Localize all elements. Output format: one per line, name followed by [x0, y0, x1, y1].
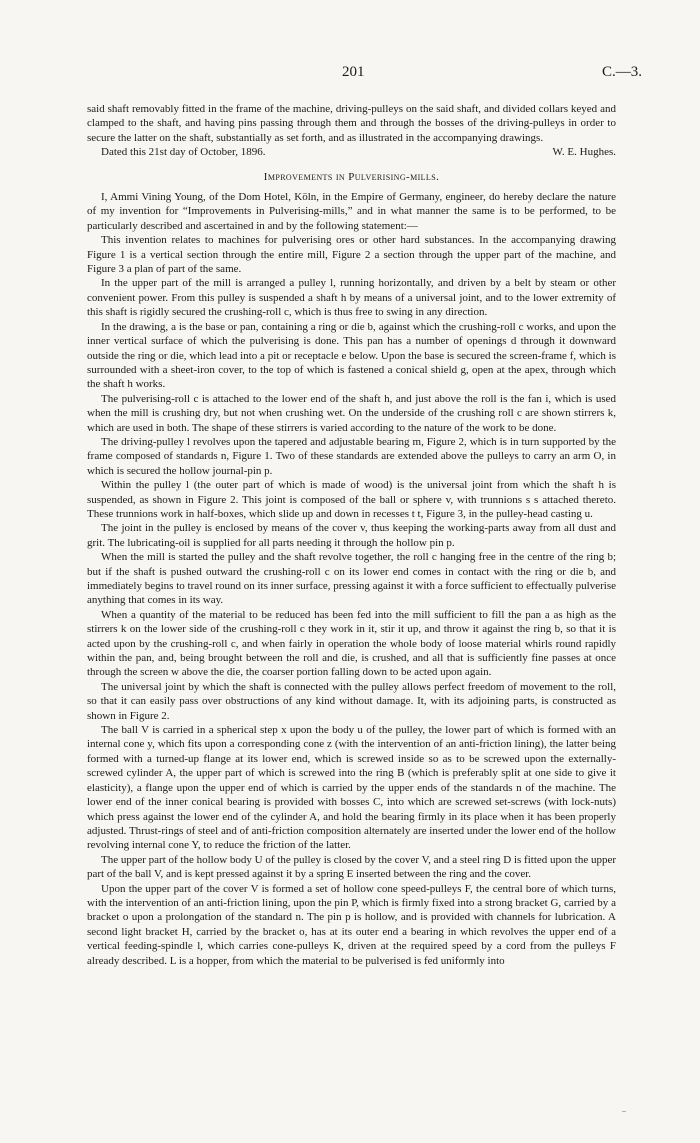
footer-mark: –	[622, 1106, 626, 1115]
page-number: 201	[342, 64, 365, 80]
paragraph: In the drawing, a is the base or pan, containing a ring or die b, against which the crushing-roll c works, and upon the inner vertical surface of which the pulverising is done. This pan has a number of openings d through it downward outside the ring or die, which lead into a pit or receptacle e below. Upon the base is secured the screen-frame f, which is surrounded with a sheet-iron cover, to the top of which is fastened a conical shield g, open at the apex, through which the shaft h works.	[87, 320, 616, 391]
paragraph: I, Ammi Vining Young, of the Dom Hotel, Köln, in the Empire of Germany, engineer, do hereby declare the nature of my invention for “Improvements in Pulverising-mills,” and in what manner the same is to be performed, to be particularly described and ascertained in and by the following statement:—	[87, 191, 616, 232]
paragraph: Upon the upper part of the cover V is formed a set of hollow cone speed-pulleys F, the central bore of which turns, with the intervention of an anti-friction lining, upon the pin P, which is firmly fixed into a strong bracket G, carried by a bracket o upon a prolongation of the standard n. The pin p is hollow, and is provided with channels for lubrication. A second light bracket H, carried by the bracket o, has at its outer end a bearing in which revolves the upper end of a vertical feeding-spindle l, which carries cone-pulleys K, driven at the required speed by a cord from the pulleys F already described. L is a hopper, from which the material to be pulverised is fed uniformly into	[87, 882, 616, 967]
paragraph: The upper part of the hollow body U of the pulley is closed by the cover V, and a steel ring D is fitted upon the upper part of the ball V, and is kept pressed against it by a spring E inserted between the ring and the cover.	[87, 853, 616, 881]
paragraph: The universal joint by which the shaft is connected with the pulley allows perfect freedom of movement to the roll, so that it can easily pass over obstructions of any kind without damage. It, with its adjoining parts, is constructed as shown in Figure 2.	[87, 680, 616, 722]
paragraph: When a quantity of the material to be reduced has been fed into the mill sufficient to fill the pan a as high as the stirrers k on the lower side of the crushing-roll c they work in it, stir it up, and throw it against the ring b, so that it is acted upon by the crushing-roll c, and when fairly in operation the whole body of loose material whirls round rapidly within the pan, and, being brought between the roll and die, is crushed, and all that is sufficiently fine passes at once through the screen w above the die, the coarser portion falling down to be acted upon again.	[87, 608, 616, 679]
article-title: Improvements in Pulverising-mills.	[263, 170, 440, 183]
paragraph: The driving-pulley l revolves upon the tapered and adjustable bearing m, Figure 2, which is in turn supported by the frame composed of standards n, Figure 1. Two of these standards are extended above the pulleys to carry an arm O, in which is secured the hollow journal-pin p.	[87, 435, 616, 477]
paragraph: The joint in the pulley is enclosed by means of the cover v, thus keeping the working-parts away from all dust and grit. The lubricating-oil is supplied for all parts needing it through the hollow pin p.	[87, 522, 616, 549]
document-code: C.—3.	[601, 64, 642, 80]
paragraph: Within the pulley l (the outer part of which is made of wood) is the universal joint from which the shaft h is suspended, as shown in Figure 2. This joint is composed of the ball or sphere v, with trunnions s s attached thereto. These trunnions work in half-boxes, which slide up and down in recesses t t, Figure 3, in the pulley-head casting u.	[87, 479, 616, 520]
signature: W. E. Hughes.	[552, 146, 616, 159]
date-text: Dated this 21st day of October, 1896.	[101, 146, 266, 159]
paragraph: When the mill is started the pulley and the shaft revolve together, the roll c hanging free in the centre of the ring b; but if the shaft is pushed outward the crushing-roll c on its lower end comes in contact with the ring or die b, and immediately begins to travel round on its inner surface, pressing against it with a force sufficient to effectually pulverise anything that comes in its way.	[87, 551, 616, 607]
dated-line	[87, 145, 616, 159]
continued-paragraph: said shaft removably fitted in the frame of the machine, driving-pulleys on the said shaft, and divided collars keyed and clamped to the shaft, and having pins passing through them and through the bosses of the driving-pulleys in order to secure the latter on the shaft, substantially as set forth, and as illustrated in the accompanying drawings.	[87, 103, 616, 144]
paragraph: The pulverising-roll c is attached to the lower end of the shaft h, and just above the roll is the fan i, which is used when the mill is crushing dry, but not when crushing wet. On the underside of the crushing roll c are shown stirrers k, which are used in both. The shape of these stirrers is varied according to the nature of the work to be done.	[87, 392, 616, 434]
paragraph: The ball V is carried in a spherical step x upon the body u of the pulley, the lower part of which is formed with an internal cone y, which fits upon a corresponding cone z (with the intervention of an anti-friction lining), the latter being formed with a turned-up flange at its lower end, which is screwed inside so as to be screwed upon the externally-screwed cylinder A, the upper part of which is screwed into the ring B (which is preferably split at one side to give it elasticity), a flange upon the upper end of which is carried by the upper ends of the standards n of the machine. The lower end of the inner conical bearing is provided with bosses C, into which are screwed set-screws (with lock-nuts) which press against the lower end of the cylinder A, and hold the bearing firmly in its place when it has been properly adjusted. Thrust-rings of steel and of anti-friction composition alternately are inserted under the lower end of the hollow revolving internal cone Y, to reduce the friction of the latter.	[87, 724, 616, 852]
page-header	[0, 64, 700, 86]
page-body	[87, 102, 616, 968]
paragraph: In the upper part of the mill is arranged a pulley l, running horizontally, and driven by a belt by steam or other convenient power. From this pulley is suspended a shaft h by means of a universal joint, and to the lower extremity of this shaft is rigidly secured the crushing-roll c, which is thus free to swing in any direction.	[87, 277, 616, 319]
paragraph: This invention relates to machines for pulverising ores or other hard substances. In the accompanying drawing Figure 1 is a vertical section through the entire mill, Figure 2 a section through the upper part of the machine, and Figure 3 a plan of part of the same.	[87, 234, 616, 276]
